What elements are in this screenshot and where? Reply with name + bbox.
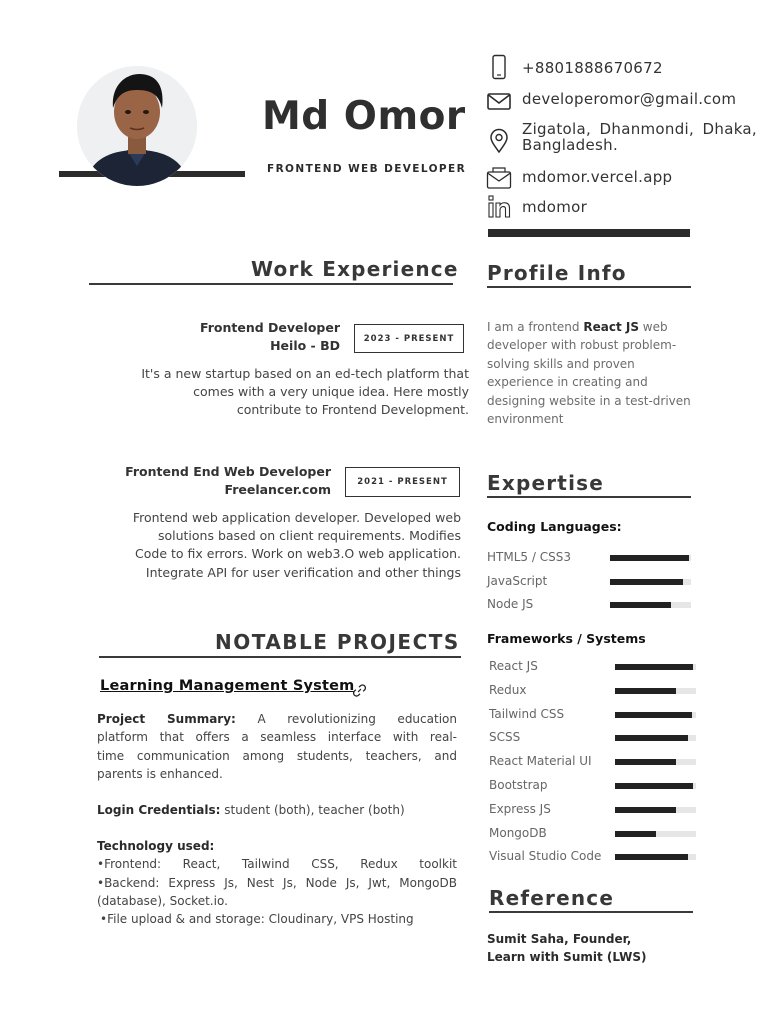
login-label: Login Credentials:	[97, 803, 221, 817]
expertise-rule	[487, 496, 691, 498]
job-2-desc-line: Code to fix errors. Work on web3.O web application.	[135, 546, 461, 562]
skill-name: Redux	[489, 682, 527, 697]
job-1-title	[140, 319, 340, 355]
skill-bar-track	[615, 735, 696, 741]
link-icon[interactable]	[352, 683, 367, 698]
project-technology	[97, 837, 457, 928]
job-2-company: Freelancer.com	[224, 482, 331, 497]
skill-bar-fill	[615, 712, 692, 718]
expertise-heading: Expertise	[487, 471, 604, 495]
tech-line: •File upload & and storage: Cloudinary, VPS Hosting	[100, 912, 414, 927]
coding-languages-label: Coding Languages:	[487, 519, 622, 534]
skill-bar-fill	[615, 759, 676, 765]
projects-heading: NOTABLE PROJECTS	[215, 630, 460, 654]
summary-line: platform that offers a seamless interface with real-	[97, 730, 457, 745]
frameworks-label: Frameworks / Systems	[487, 631, 646, 646]
job-2-description	[92, 509, 461, 582]
profile-text-before: I am a frontend	[487, 320, 584, 334]
project-title-link[interactable]: Learning Management System	[100, 678, 355, 694]
project-login	[97, 801, 457, 819]
work-experience-heading: Work Experience	[251, 257, 459, 281]
skill-name: React JS	[489, 659, 538, 673]
job-2-date-badge: 2021 - PRESENT	[345, 467, 460, 497]
job-1-role: Frontend Developer	[200, 320, 340, 335]
skill-bar-fill	[615, 807, 676, 813]
skill-bar-fill	[615, 688, 676, 694]
reference-text	[487, 930, 646, 967]
skill-bar-track	[615, 854, 696, 860]
skill-name: Express JS	[489, 801, 551, 816]
skill-bar-track	[615, 759, 696, 765]
skill-bar-track	[615, 783, 696, 789]
candidate-name: Md Omor	[262, 94, 466, 139]
skill-bar-fill	[615, 783, 693, 789]
job-1-desc-line: contribute to Frontend Development.	[236, 402, 469, 418]
phone-icon	[486, 54, 512, 80]
contact-website[interactable]: mdomor.vercel.app	[522, 168, 673, 186]
skill-bar-track	[610, 555, 691, 561]
person-photo-icon	[77, 66, 197, 186]
tech-line: •Backend: Express Js, Nest Js, Node Js, Jwt, MongoDB	[97, 875, 457, 890]
skill-name: MongoDB	[489, 825, 547, 840]
job-1-date-badge: 2023 - PRESENT	[354, 324, 464, 353]
header-right-bar	[183, 171, 245, 177]
skill-bar-fill	[610, 579, 683, 585]
skill-name: React Material UI	[489, 754, 592, 769]
skill-bar-track	[615, 688, 696, 694]
job-2-title	[90, 463, 331, 499]
skill-name: Node JS	[487, 597, 534, 611]
skill-bar-track	[610, 602, 691, 608]
projects-rule	[99, 656, 461, 658]
profile-highlight: React JS	[583, 320, 639, 334]
job-2-role: Frontend End Web Developer	[125, 464, 331, 479]
location-pin-icon	[486, 128, 512, 154]
candidate-role: FRONTEND WEB DEVELOPER	[267, 163, 467, 175]
reference-rule	[489, 911, 693, 913]
skill-name: Tailwind CSS	[489, 706, 565, 721]
skill-bar-fill	[610, 555, 689, 561]
summary-line: parents is enhanced.	[97, 766, 223, 781]
website-envelope-icon	[486, 165, 512, 191]
reference-heading: Reference	[489, 886, 615, 910]
tech-label: Technology used:	[97, 839, 215, 853]
contact-email[interactable]: developeromor@gmail.com	[522, 90, 737, 108]
job-2-desc-line: Frontend web application developer. Developed web	[132, 510, 461, 525]
job-2-desc-line: solutions based on client requirements. Modifies	[157, 528, 461, 544]
work-experience-rule	[89, 283, 453, 285]
job-1-company: Heilo - BD	[270, 338, 340, 353]
skill-name: Visual Studio Code	[489, 849, 602, 864]
skill-name: HTML5 / CSS3	[487, 550, 571, 564]
job-1-description	[100, 365, 469, 420]
skill-bar-fill	[610, 602, 671, 608]
job-1-desc-line: comes with a very unique idea. Here mostly	[193, 384, 469, 400]
profile-photo	[77, 66, 197, 186]
reference-line-2: Learn with Sumit (LWS)	[487, 950, 647, 965]
summary-line-1	[97, 710, 457, 728]
contact-phone[interactable]: +8801888670672	[522, 59, 663, 77]
profile-rule	[487, 286, 691, 288]
contact-divider-bar	[488, 229, 690, 237]
job-1-desc-line: It's a new startup based on an ed-tech platform that	[141, 366, 469, 381]
skill-bar-fill	[615, 854, 688, 860]
tech-line: •Frontend: React, Tailwind CSS, Redux toolkit	[97, 857, 457, 872]
contact-address	[522, 121, 757, 153]
summary-label: Project Summary:	[97, 712, 236, 726]
linkedin-icon	[486, 194, 512, 220]
contact-linkedin[interactable]: mdomor	[522, 198, 588, 216]
profile-text-after: web developer with robust problem-solving skills and proven experience in creating and designing website in a test-driven environment	[487, 320, 691, 427]
skill-bar-fill	[615, 664, 693, 670]
project-summary	[97, 710, 457, 783]
tech-line: (database), Socket.io.	[97, 893, 228, 908]
skill-name: JavaScript	[487, 573, 548, 588]
reference-line-1: Sumit Saha, Founder,	[487, 932, 632, 946]
job-2-desc-line: Integrate API for user verification and other things	[145, 564, 461, 580]
skill-bar-track	[615, 712, 696, 718]
skill-name: SCSS	[489, 730, 521, 745]
login-value: student (both), teacher (both)	[224, 803, 405, 817]
profile-heading: Profile Info	[487, 261, 627, 285]
address-line-1: Zigatola, Dhanmondi, Dhaka,	[522, 120, 757, 138]
address-line-2: Bangladesh.	[522, 136, 619, 154]
summary-text: A revolutionizing education	[257, 712, 457, 726]
skill-bar-fill	[615, 735, 688, 741]
profile-text	[487, 318, 692, 428]
skill-bar-track	[610, 579, 691, 585]
skill-bar-fill	[615, 831, 656, 837]
skill-bar-track	[615, 664, 696, 670]
summary-line: time communication among students, teachers, and	[97, 748, 457, 763]
skill-bar-track	[615, 831, 696, 837]
email-icon	[486, 88, 512, 114]
skill-name: Bootstrap	[489, 778, 548, 792]
skill-bar-track	[615, 807, 696, 813]
